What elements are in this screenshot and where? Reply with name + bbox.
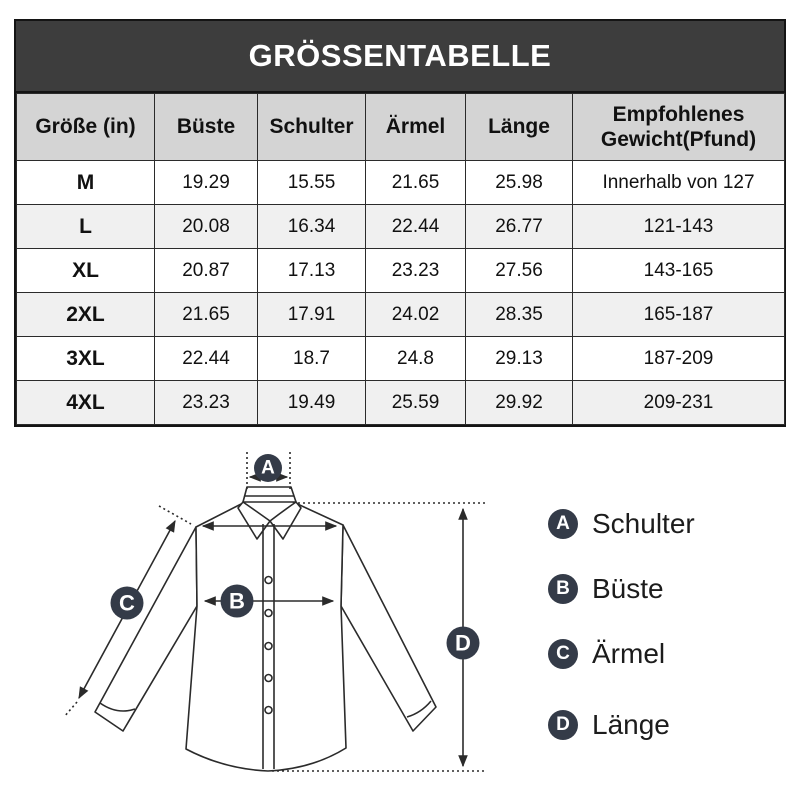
table-cell: 20.08 (155, 205, 258, 249)
table-cell: 21.65 (366, 161, 466, 205)
size-label: M (17, 161, 155, 205)
table-cell: 25.59 (366, 381, 466, 425)
size-label: 3XL (17, 337, 155, 381)
table-cell: 187-209 (573, 337, 785, 381)
table-cell: 209-231 (573, 381, 785, 425)
size-label: L (17, 205, 155, 249)
measure-badge-d-letter: D (455, 630, 471, 656)
legend-item-sleeve (548, 638, 695, 670)
size-label: XL (17, 249, 155, 293)
table-cell: 21.65 (155, 293, 258, 337)
column-header-shoulder: Schulter (258, 94, 366, 161)
column-header-weight: Empfohlenes Gewicht(Pfund) (573, 94, 785, 161)
column-header-size: Größe (in) (17, 94, 155, 161)
table-cell: Innerhalb von 127 (573, 161, 785, 205)
table-cell: 165-187 (573, 293, 785, 337)
legend-label-sleeve: Ärmel (592, 638, 666, 669)
header-row (17, 94, 785, 161)
table-cell: 16.34 (258, 205, 366, 249)
table-cell: 22.44 (366, 205, 466, 249)
table-row (17, 381, 785, 425)
measurement-legend (548, 508, 695, 741)
legend-item-shoulder (548, 508, 695, 540)
table-cell: 121-143 (573, 205, 785, 249)
table-cell: 29.92 (466, 381, 573, 425)
size-table (16, 93, 785, 425)
measure-badge-b-letter: B (229, 588, 245, 614)
table-row (17, 161, 785, 205)
table-cell: 24.02 (366, 293, 466, 337)
table-cell: 29.13 (466, 337, 573, 381)
table-row (17, 293, 785, 337)
legend-badge-d: D (548, 710, 578, 740)
table-cell: 27.56 (466, 249, 573, 293)
table-cell: 19.29 (155, 161, 258, 205)
column-header-sleeve: Ärmel (366, 94, 466, 161)
shirt-measurement-diagram (30, 440, 500, 790)
table-cell: 22.44 (155, 337, 258, 381)
table-cell: 25.98 (466, 161, 573, 205)
table-cell: 20.87 (155, 249, 258, 293)
legend-label-bust: Büste (592, 573, 664, 604)
shirt-body (186, 501, 346, 771)
legend-badge-a: A (548, 509, 578, 539)
table-cell: 17.91 (258, 293, 366, 337)
table-title: GRÖSSENTABELLE (16, 21, 784, 93)
table-row (17, 249, 785, 293)
size-label: 4XL (17, 381, 155, 425)
legend-item-bust (548, 573, 695, 605)
legend-item-length (548, 709, 695, 741)
table-cell: 28.35 (466, 293, 573, 337)
table-cell: 15.55 (258, 161, 366, 205)
legend-label-shoulder: Schulter (592, 508, 695, 539)
table-row (17, 337, 785, 381)
column-header-bust: Büste (155, 94, 258, 161)
table-cell: 23.23 (366, 249, 466, 293)
table-cell: 19.49 (258, 381, 366, 425)
column-header-length: Länge (466, 94, 573, 161)
measure-badge-c-letter: C (119, 590, 135, 616)
table-cell: 23.23 (155, 381, 258, 425)
legend-badge-c: C (548, 639, 578, 669)
size-label: 2XL (17, 293, 155, 337)
table-row (17, 205, 785, 249)
legend-badge-b: B (548, 574, 578, 604)
size-chart (14, 19, 786, 427)
legend-label-length: Länge (592, 709, 670, 740)
table-cell: 24.8 (366, 337, 466, 381)
table-cell: 26.77 (466, 205, 573, 249)
table-cell: 143-165 (573, 249, 785, 293)
table-cell: 17.13 (258, 249, 366, 293)
table-cell: 18.7 (258, 337, 366, 381)
measure-badge-a-letter: A (261, 457, 275, 479)
